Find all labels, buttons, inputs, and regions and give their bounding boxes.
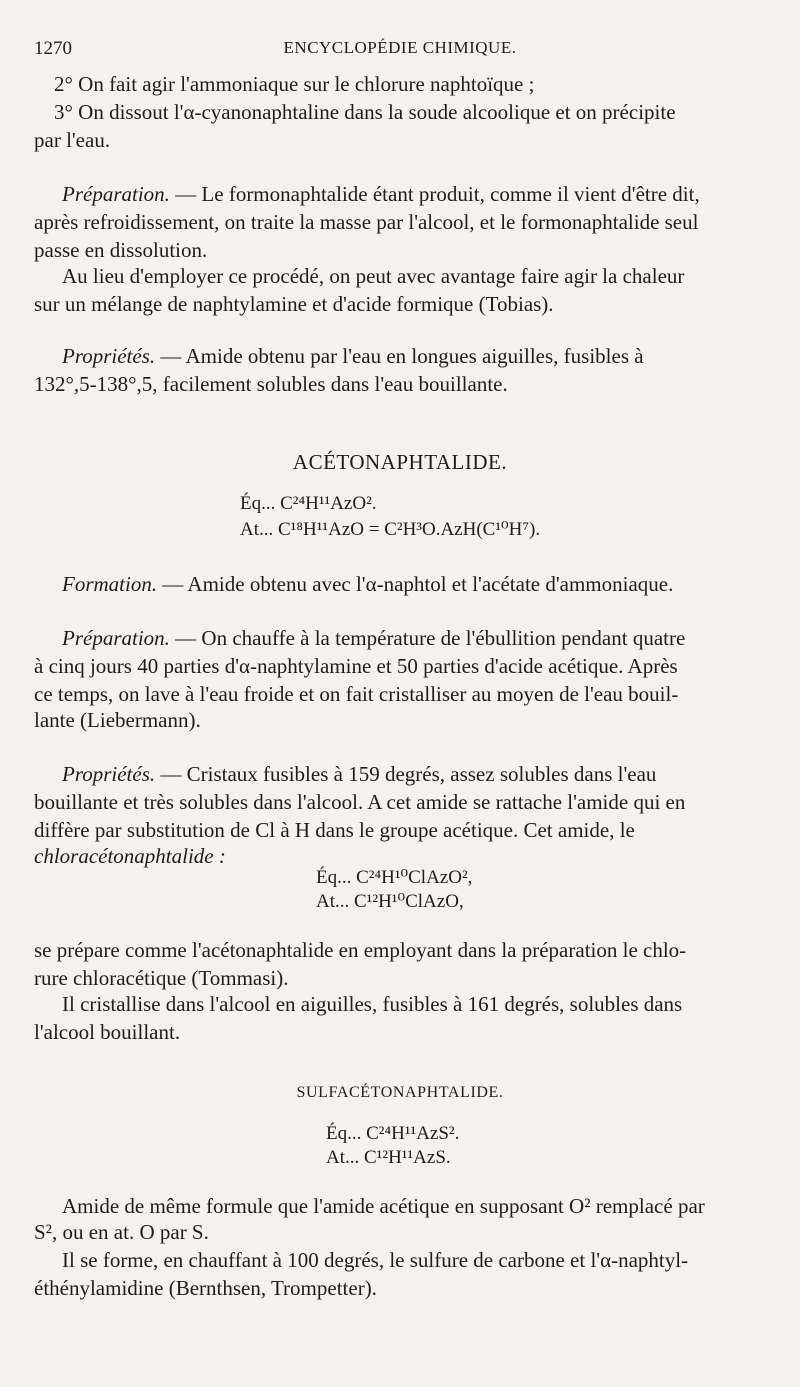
paragraph-line: diffère par substitution de Cl à H dans le groupe acétique. Cet amide, le bbox=[34, 818, 635, 842]
formula-equivalent: Éq... C²⁴H¹¹AzO². bbox=[240, 493, 377, 514]
list-item-3: 3° On dissout l'α-cyanonaphtaline dans la soude alcoolique et on précipite bbox=[54, 100, 676, 124]
paragraph-line: bouillante et très solubles dans l'alcool. A cet amide se rattache l'amide qui en bbox=[34, 790, 686, 814]
section-title-acetonaphtalide: ACÉTONAPHTALIDE. bbox=[292, 450, 508, 474]
formula-atomic: At... C¹²H¹¹AzS. bbox=[326, 1147, 451, 1168]
paragraph-alternative: Au lieu d'employer ce procédé, on peut avec avantage faire agir la chaleur bbox=[62, 264, 685, 288]
paragraph-line: après refroidissement, on traite la masse par l'alcool, et le formonaphtalide seul bbox=[34, 210, 699, 234]
running-title: ENCYCLOPÉDIE CHIMIQUE. bbox=[283, 38, 517, 57]
formula-atomic: At... C¹²H¹⁰ClAzO, bbox=[316, 891, 464, 912]
paragraph-line: lante (Liebermann). bbox=[34, 708, 201, 732]
paragraph-cristallise: Il cristallise dans l'alcool en aiguilles, fusibles à 161 degrés, solubles dans bbox=[62, 992, 683, 1016]
paragraph-proprietes-2: Propriétés. — Cristaux fusibles à 159 degrés, assez solubles dans l'eau bbox=[62, 762, 657, 786]
paragraph-line: rure chloracétique (Tommasi). bbox=[34, 966, 289, 990]
label-proprietes: Propriétés. bbox=[62, 344, 156, 368]
paragraph-preparation-2: Préparation. — On chauffe à la température de l'ébullition pendant quatre bbox=[62, 626, 686, 650]
paragraph-line: 132°,5-138°,5, facilement solubles dans l'eau bouillante. bbox=[34, 372, 508, 396]
paragraph-line: ce temps, on lave à l'eau froide et on fait cristalliser au moyen de l'eau bouil- bbox=[34, 682, 679, 706]
label-preparation: Préparation. bbox=[62, 626, 170, 650]
paragraph-line: éthénylamidine (Bernthsen, Trompetter). bbox=[34, 1276, 377, 1300]
list-item-3-cont: par l'eau. bbox=[34, 128, 111, 152]
compound-name-chloracetonaphtalide: chloracétonaphtalide : bbox=[34, 844, 226, 868]
list-item-2: 2° On fait agir l'ammoniaque sur le chlorure naphtoïque ; bbox=[54, 72, 535, 96]
paragraph-proprietes-1: Propriétés. — Amide obtenu par l'eau en longues aiguilles, fusibles à bbox=[62, 344, 644, 368]
label-preparation: Préparation. bbox=[62, 182, 170, 206]
paragraph-line: S², ou en at. O par S. bbox=[34, 1220, 209, 1244]
formula-atomic: At... C¹⁸H¹¹AzO = C²H³O.AzH(C¹⁰H⁷). bbox=[240, 519, 541, 540]
paragraph-line: passe en dissolution. bbox=[34, 238, 208, 262]
label-formation: Formation. bbox=[62, 572, 158, 596]
paragraph-line: l'alcool bouillant. bbox=[34, 1020, 181, 1044]
paragraph-formation: Formation. — Amide obtenu avec l'α-naphtol et l'acétate d'ammoniaque. bbox=[62, 572, 674, 596]
running-header bbox=[34, 38, 766, 64]
page-number: 1270 bbox=[34, 38, 72, 59]
paragraph-amide: Amide de même formule que l'amide acétique en supposant O² remplacé par bbox=[62, 1194, 705, 1218]
paragraph-chloracetonaphtalide: se prépare comme l'acétonaphtalide en employant dans la préparation le chlo- bbox=[34, 938, 687, 962]
formula-equivalent: Éq... C²⁴H¹¹AzS². bbox=[326, 1123, 460, 1144]
formula-equivalent: Éq... C²⁴H¹⁰ClAzO², bbox=[316, 867, 473, 888]
paragraph-preparation-1: Préparation. — Le formonaphtalide étant produit, comme il vient d'être dit, bbox=[62, 182, 700, 206]
label-proprietes: Propriétés. bbox=[62, 762, 156, 786]
section-title-sulfacetonaphtalide: SULFACÉTONAPHTALIDE. bbox=[296, 1084, 504, 1101]
paragraph-line: sur un mélange de naphtylamine et d'acide formique (Tobias). bbox=[34, 292, 554, 316]
paragraph-line: à cinq jours 40 parties d'α-naphtylamine et 50 parties d'acide acétique. Après bbox=[34, 654, 678, 678]
paragraph-se-forme: Il se forme, en chauffant à 100 degrés, le sulfure de carbone et l'α-naphtyl- bbox=[62, 1248, 689, 1272]
